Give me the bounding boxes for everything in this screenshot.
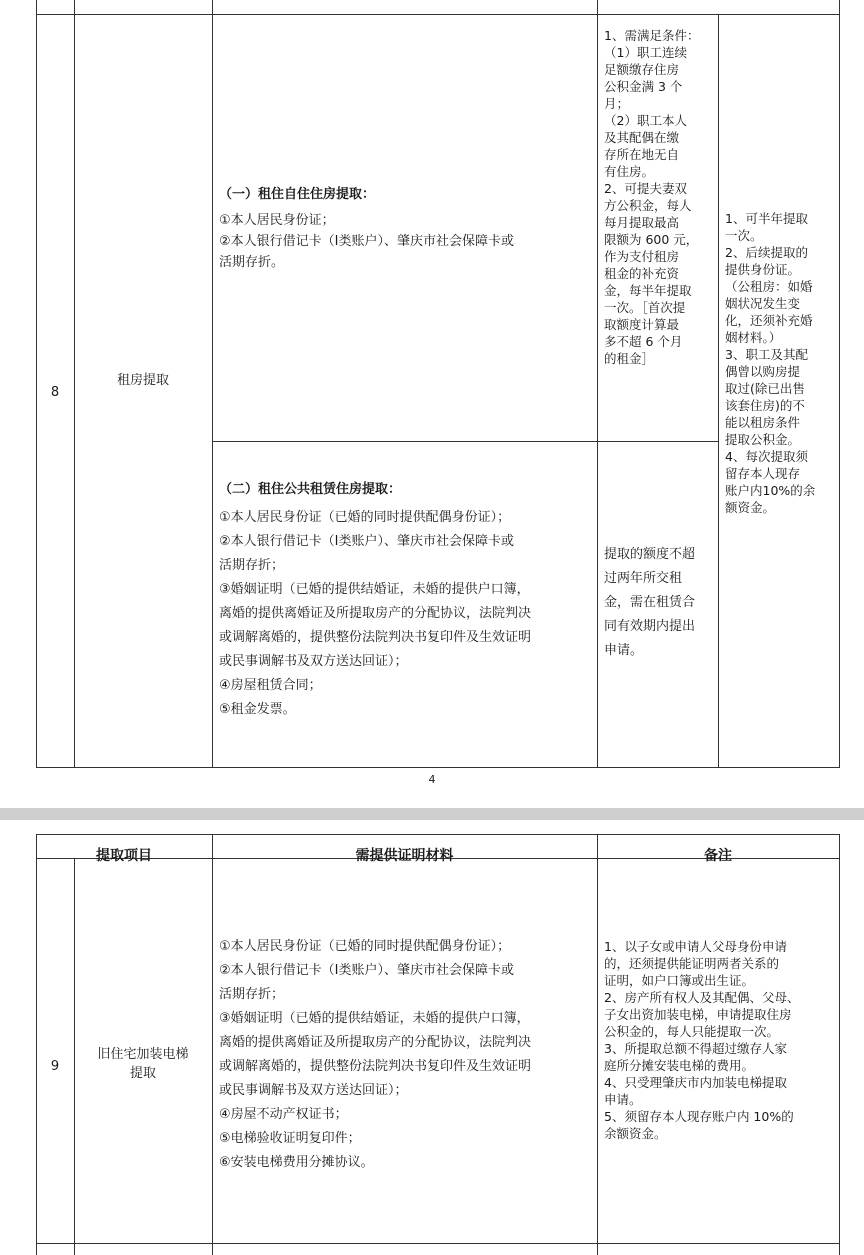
table-border <box>212 441 718 442</box>
remarks-text: 1、以子女或申请人父母身份申请 的，还须提供能证明两者关系的 证明，如户口簿或出生证。 2、房产所有权人及其配偶、父母、 子女出资加装电梯，申请提取住房 公积金的，每人只能提取一次。 3、所提取总额不得超过缴存人家 庭所分摊安装电梯的费用。 4、只受理肇庆市内加装电梯提取 申请。 5、须留存本人现存账户内 10%的 余额资金。 <box>604 939 800 1141</box>
table-border <box>718 14 719 768</box>
header-materials: 需提供证明材料 <box>355 848 454 864</box>
materials-list: ①本人居民身份证（已婚的同时提供配偶身份证）； ②本人银行借记卡（Ⅰ类账户）、肇庆市社会保障卡或 活期存折； ③婚姻证明（已婚的提供结婚证，未婚的提供户口簿， 离婚的提供离婚证及所提取房产的分配协议，法院判决 或调解离婚的，提供整份法院判决书复印件及生效证明 或民事调解书及双方送达回证）； ④房屋不动产权证书； ⑤电梯验收证明复印件； ⑥安装电梯费用分摊协议。 <box>219 939 532 1170</box>
remarks-text: 1、可半年提取 一次。 2、后续提取的 提供身份证。 （公租房：如婚 姻状况发生变 化，还须补充婚 姻材料。） 3、职工及其配 偶曾以购房提 取过(除已出售 该套住房)的不 能以租房条件 提取公积金。 4、每次提取须 留存本人现存 账户内10%的余 额资金。 <box>725 211 816 515</box>
materials-list: ①本人居民身份证； ②本人银行借记卡（Ⅰ类账户）、肇庆市社会保障卡或 活期存折。 <box>219 213 514 270</box>
condition-text: 提取的额度不超 过两年所交租 金，需在租赁合 同有效期内提出 申请。 <box>604 547 696 658</box>
table-border <box>597 834 598 1255</box>
condition-text: 1、需满足条件： （1）职工连续 足额缴存住房 公积金满 3 个 月； （2）职工本人 及其配偶在缴 存所在地无自 有住房。 2、可提夫妻双 方公积金，每人 每月提取最高 限额为 600 元， 作为支付租房 租金的补充资 金，每半年提取 一次。［首次提 取额度计算最 多不超 6 个月 的租金］ <box>604 28 700 366</box>
materials-list: ①本人居民身份证（已婚的同时提供配偶身份证）； ②本人银行借记卡（Ⅰ类账户）、肇庆市社会保障卡或 活期存折； ③婚姻证明（已婚的提供结婚证，未婚的提供户口簿， 离婚的提供离婚证及所提取房产的分配协议，法院判决 或调解离婚的，提供整份法院判决书复印件及生效证明 或民事调解书及双方送达回证）； ④房屋租赁合同； ⑤租金发票。 <box>219 510 532 717</box>
section-title: （二）租住公共租赁住房提取： <box>219 482 402 497</box>
row-number: 8 <box>50 385 60 400</box>
header-remarks: 备注 <box>704 848 732 864</box>
page-separator <box>0 808 864 820</box>
row-item-name: 旧住宅加装电梯 提取 <box>97 1047 189 1081</box>
table-border <box>212 834 213 1255</box>
table-border <box>36 834 840 835</box>
table-border <box>36 14 840 15</box>
table-border <box>36 834 37 1255</box>
section-title: （一）租住自住住房提取： <box>219 187 376 202</box>
table-border <box>36 767 840 768</box>
header-item: 提取项目 <box>96 848 152 864</box>
table-border <box>36 1243 840 1244</box>
row-number: 9 <box>50 1059 60 1074</box>
table-border <box>597 0 598 768</box>
row-item-name: 租房提取 <box>116 373 169 388</box>
page-number: 4 <box>428 773 436 786</box>
table-border <box>839 834 840 1255</box>
table-border <box>212 0 213 768</box>
table-border <box>839 0 840 768</box>
